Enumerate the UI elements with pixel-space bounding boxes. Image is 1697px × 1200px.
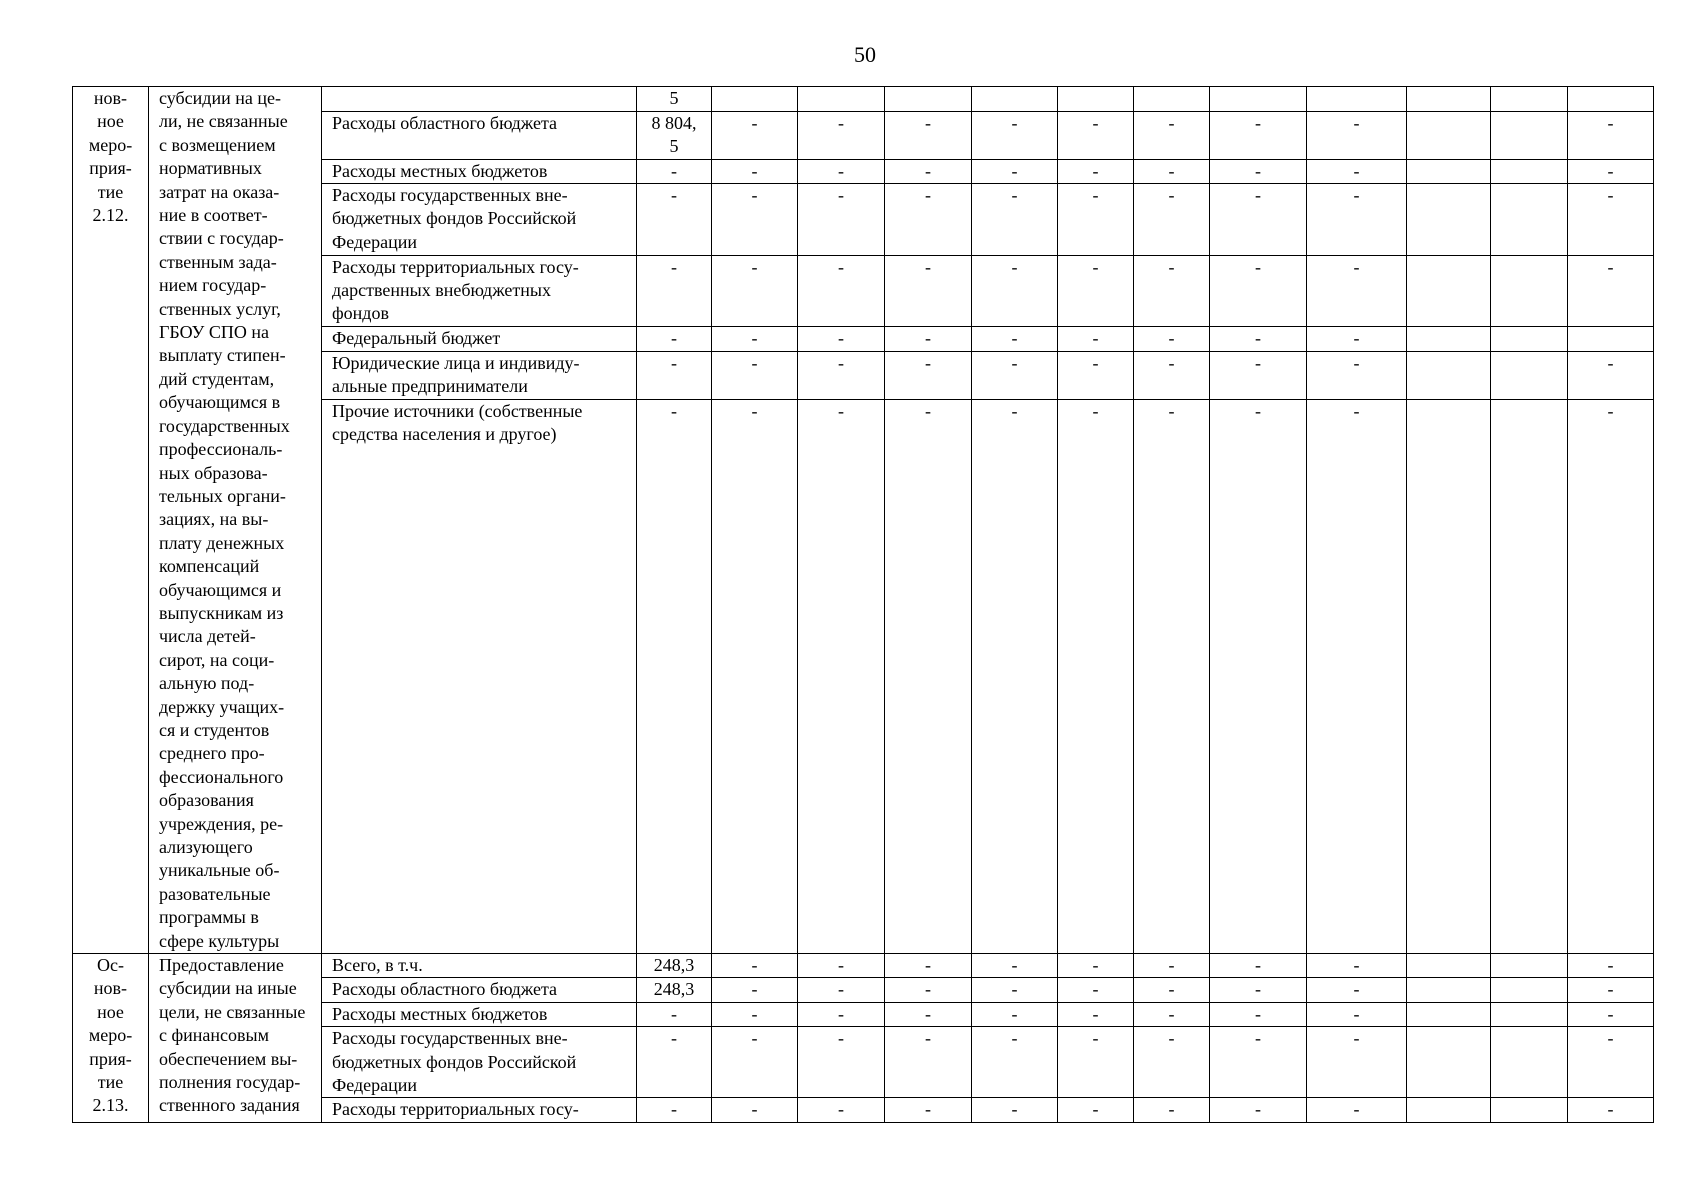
value-cell: - bbox=[1210, 1027, 1307, 1098]
value-cell: - bbox=[798, 159, 885, 184]
value-cell: - bbox=[1058, 327, 1134, 352]
value-cell: - bbox=[972, 351, 1058, 399]
budget-table bbox=[72, 86, 1654, 1123]
value-cell: - bbox=[1058, 978, 1134, 1002]
value-cell bbox=[1407, 184, 1491, 256]
value-cell: - bbox=[1568, 184, 1654, 256]
value-cell bbox=[1407, 159, 1491, 184]
funding-source-cell: Расходы территориальных госу- bbox=[322, 1098, 637, 1122]
value-cell bbox=[1307, 87, 1407, 112]
value-cell bbox=[1491, 87, 1568, 112]
value-cell: - bbox=[1307, 399, 1407, 953]
total-cell: - bbox=[637, 1098, 712, 1122]
value-cell: - bbox=[885, 159, 972, 184]
value-cell: - bbox=[712, 954, 798, 978]
value-cell bbox=[1407, 87, 1491, 112]
value-cell: - bbox=[885, 255, 972, 327]
value-cell bbox=[1407, 399, 1491, 953]
funding-source-cell: Расходы местных бюджетов bbox=[322, 159, 637, 184]
value-cell bbox=[1568, 327, 1654, 352]
value-cell bbox=[712, 87, 798, 112]
value-cell: - bbox=[972, 184, 1058, 256]
value-cell: - bbox=[885, 978, 972, 1002]
value-cell: - bbox=[885, 1027, 972, 1098]
value-cell: - bbox=[712, 1027, 798, 1098]
value-cell: - bbox=[1307, 978, 1407, 1002]
value-cell bbox=[1491, 399, 1568, 953]
value-cell: - bbox=[1210, 255, 1307, 327]
total-cell: 248,3 bbox=[637, 954, 712, 978]
value-cell: - bbox=[712, 399, 798, 953]
funding-source-cell: Юридические лица и индивиду- альные предприниматели bbox=[322, 351, 637, 399]
value-cell: - bbox=[1307, 327, 1407, 352]
value-cell: - bbox=[1134, 111, 1210, 159]
value-cell: - bbox=[972, 954, 1058, 978]
total-cell: 5 bbox=[637, 87, 712, 112]
value-cell: - bbox=[1210, 978, 1307, 1002]
value-cell: - bbox=[885, 351, 972, 399]
value-cell bbox=[1407, 954, 1491, 978]
value-cell: - bbox=[1307, 1027, 1407, 1098]
value-cell: - bbox=[798, 978, 885, 1002]
value-cell: - bbox=[885, 399, 972, 953]
value-cell: - bbox=[1134, 399, 1210, 953]
table-row bbox=[73, 87, 1654, 112]
value-cell: - bbox=[1307, 111, 1407, 159]
funding-source-cell: Расходы областного бюджета bbox=[322, 111, 637, 159]
value-cell bbox=[1407, 255, 1491, 327]
value-cell bbox=[1491, 351, 1568, 399]
funding-source-cell: Прочие источники (собственные средства населения и другое) bbox=[322, 399, 637, 953]
value-cell: - bbox=[1058, 1002, 1134, 1026]
value-cell: - bbox=[798, 1098, 885, 1122]
value-cell: - bbox=[712, 351, 798, 399]
total-cell: - bbox=[637, 184, 712, 256]
value-cell bbox=[1491, 954, 1568, 978]
value-cell bbox=[1491, 1002, 1568, 1026]
value-cell: - bbox=[1210, 399, 1307, 953]
total-cell: - bbox=[637, 351, 712, 399]
value-cell: - bbox=[712, 978, 798, 1002]
value-cell bbox=[1491, 978, 1568, 1002]
value-cell: - bbox=[1307, 1002, 1407, 1026]
value-cell: - bbox=[972, 978, 1058, 1002]
total-cell: - bbox=[637, 255, 712, 327]
value-cell: - bbox=[712, 1002, 798, 1026]
value-cell: - bbox=[712, 1098, 798, 1122]
value-cell bbox=[1407, 1027, 1491, 1098]
value-cell: - bbox=[885, 1098, 972, 1122]
value-cell: - bbox=[885, 111, 972, 159]
value-cell: - bbox=[1058, 954, 1134, 978]
value-cell: - bbox=[1134, 1002, 1210, 1026]
value-cell: - bbox=[885, 327, 972, 352]
value-cell: - bbox=[1568, 111, 1654, 159]
value-cell: - bbox=[1210, 327, 1307, 352]
value-cell bbox=[1407, 1002, 1491, 1026]
value-cell: - bbox=[798, 1002, 885, 1026]
value-cell: - bbox=[1134, 255, 1210, 327]
value-cell: - bbox=[1134, 1027, 1210, 1098]
description-cell: Предоставление субсидии на иные цели, не связанные с финансовым обеспечением вы- полнения государ- ственного задания bbox=[149, 954, 322, 1123]
value-cell: - bbox=[712, 111, 798, 159]
value-cell: - bbox=[1134, 1098, 1210, 1122]
value-cell: - bbox=[1058, 184, 1134, 256]
value-cell: - bbox=[1058, 1098, 1134, 1122]
value-cell: - bbox=[885, 184, 972, 256]
value-cell: - bbox=[798, 1027, 885, 1098]
table-row bbox=[73, 954, 1654, 978]
value-cell: - bbox=[1568, 159, 1654, 184]
value-cell bbox=[1491, 255, 1568, 327]
value-cell bbox=[885, 87, 972, 112]
value-cell: - bbox=[1134, 327, 1210, 352]
value-cell: - bbox=[972, 1002, 1058, 1026]
value-cell bbox=[1491, 327, 1568, 352]
value-cell bbox=[1407, 111, 1491, 159]
activity-cell: Ос- нов- ное меро- прия- тие 2.13. bbox=[73, 954, 149, 1123]
value-cell bbox=[1407, 978, 1491, 1002]
value-cell: - bbox=[1134, 954, 1210, 978]
value-cell: - bbox=[1058, 111, 1134, 159]
value-cell: - bbox=[1568, 1002, 1654, 1026]
value-cell: - bbox=[1210, 954, 1307, 978]
value-cell: - bbox=[972, 1027, 1058, 1098]
value-cell: - bbox=[798, 255, 885, 327]
value-cell: - bbox=[798, 399, 885, 953]
value-cell: - bbox=[1307, 351, 1407, 399]
value-cell bbox=[1058, 87, 1134, 112]
description-cell: субсидии на це- ли, не связанные с возмещением нормативных затрат на оказа- ние в соответ- ствии с государ- ственным зада- нием государ- ственных услуг, ГБОУ СПО на выплату стипен- дий студентам, обучающимся в государственных профессиональ- ных образова- тельных органи- зациях, на вы- плату денежных компенсаций обучающимся и выпускникам из числа детей- сирот, на соци- альную под- держку учащих- ся и студентов среднего про- фессионального образования учреждения, ре- ализующего уникальные об- разовательные программы в сфере культуры bbox=[149, 87, 322, 954]
value-cell bbox=[1491, 111, 1568, 159]
value-cell bbox=[1407, 1098, 1491, 1122]
activity-cell: нов- ное меро- прия- тие 2.12. bbox=[73, 87, 149, 954]
value-cell: - bbox=[972, 1098, 1058, 1122]
value-cell: - bbox=[972, 159, 1058, 184]
value-cell bbox=[1568, 87, 1654, 112]
value-cell: - bbox=[1307, 954, 1407, 978]
value-cell: - bbox=[712, 255, 798, 327]
funding-source-cell: Расходы областного бюджета bbox=[322, 978, 637, 1002]
value-cell bbox=[1210, 87, 1307, 112]
value-cell bbox=[1407, 351, 1491, 399]
funding-source-cell: Федеральный бюджет bbox=[322, 327, 637, 352]
value-cell: - bbox=[885, 954, 972, 978]
value-cell: - bbox=[972, 255, 1058, 327]
funding-source-cell: Расходы местных бюджетов bbox=[322, 1002, 637, 1026]
value-cell bbox=[1491, 1027, 1568, 1098]
funding-source-cell bbox=[322, 87, 637, 112]
funding-source-cell: Расходы территориальных госу- дарственных внебюджетных фондов bbox=[322, 255, 637, 327]
value-cell: - bbox=[1134, 978, 1210, 1002]
funding-source-cell: Расходы государственных вне- бюджетных фондов Российской Федерации bbox=[322, 184, 637, 256]
value-cell: - bbox=[1058, 399, 1134, 953]
total-cell: - bbox=[637, 159, 712, 184]
total-cell: - bbox=[637, 1002, 712, 1026]
value-cell: - bbox=[1568, 978, 1654, 1002]
value-cell: - bbox=[1568, 351, 1654, 399]
value-cell bbox=[1134, 87, 1210, 112]
value-cell: - bbox=[1307, 184, 1407, 256]
value-cell: - bbox=[1307, 1098, 1407, 1122]
value-cell: - bbox=[1568, 1027, 1654, 1098]
value-cell: - bbox=[1210, 1098, 1307, 1122]
value-cell: - bbox=[712, 184, 798, 256]
value-cell: - bbox=[1568, 954, 1654, 978]
value-cell: - bbox=[798, 954, 885, 978]
funding-source-cell: Расходы государственных вне- бюджетных фондов Российской Федерации bbox=[322, 1027, 637, 1098]
total-cell: 8 804, 5 bbox=[637, 111, 712, 159]
value-cell: - bbox=[1134, 351, 1210, 399]
funding-source-cell: Всего, в т.ч. bbox=[322, 954, 637, 978]
value-cell bbox=[1491, 184, 1568, 256]
value-cell bbox=[798, 87, 885, 112]
value-cell: - bbox=[972, 111, 1058, 159]
value-cell: - bbox=[1058, 351, 1134, 399]
value-cell: - bbox=[798, 111, 885, 159]
page-number: 50 bbox=[854, 42, 876, 67]
total-cell: - bbox=[637, 399, 712, 953]
value-cell: - bbox=[1568, 1098, 1654, 1122]
value-cell bbox=[972, 87, 1058, 112]
value-cell: - bbox=[798, 351, 885, 399]
value-cell: - bbox=[712, 159, 798, 184]
value-cell bbox=[1407, 327, 1491, 352]
value-cell: - bbox=[1210, 1002, 1307, 1026]
value-cell: - bbox=[1210, 159, 1307, 184]
value-cell: - bbox=[798, 327, 885, 352]
value-cell: - bbox=[1210, 111, 1307, 159]
value-cell: - bbox=[1058, 159, 1134, 184]
value-cell: - bbox=[1210, 351, 1307, 399]
value-cell: - bbox=[1568, 399, 1654, 953]
value-cell: - bbox=[972, 327, 1058, 352]
value-cell: - bbox=[1134, 184, 1210, 256]
total-cell: - bbox=[637, 1027, 712, 1098]
total-cell: - bbox=[637, 327, 712, 352]
value-cell: - bbox=[712, 327, 798, 352]
value-cell: - bbox=[1307, 255, 1407, 327]
value-cell: - bbox=[1058, 255, 1134, 327]
value-cell: - bbox=[1210, 184, 1307, 256]
value-cell: - bbox=[1307, 159, 1407, 184]
value-cell bbox=[1491, 1098, 1568, 1122]
value-cell: - bbox=[1058, 1027, 1134, 1098]
value-cell: - bbox=[1568, 255, 1654, 327]
value-cell: - bbox=[885, 1002, 972, 1026]
value-cell bbox=[1491, 159, 1568, 184]
value-cell: - bbox=[798, 184, 885, 256]
value-cell: - bbox=[1134, 159, 1210, 184]
total-cell: 248,3 bbox=[637, 978, 712, 1002]
value-cell: - bbox=[972, 399, 1058, 953]
